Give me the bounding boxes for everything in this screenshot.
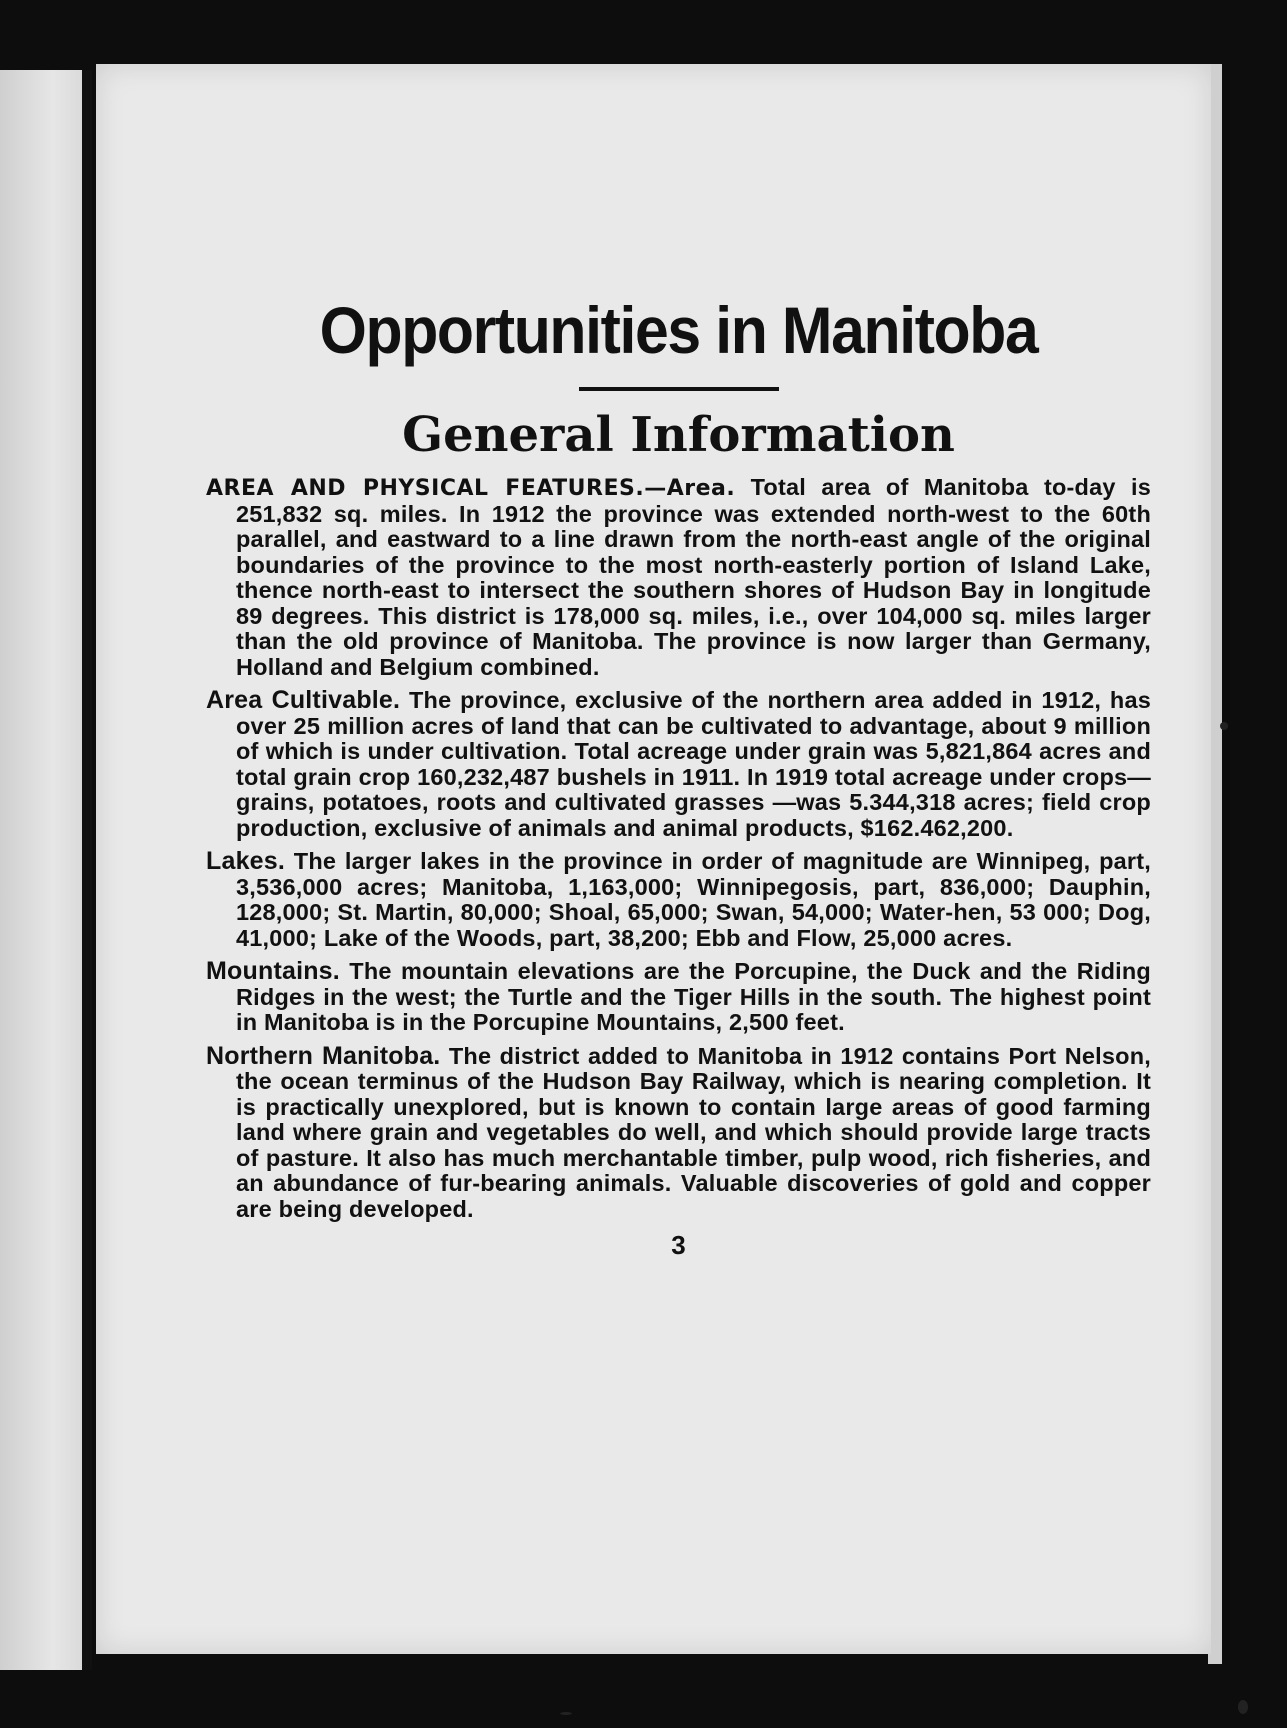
section-text: The province, exclusive of the northern area added in 1912, has over 25 million acres of land that can be cultivated to advantage, about 9 million of which is under cultivation. Total acreage under grain was 5,821,864 acres and total grain crop 160,232,487 bushels in 1911. In 1919 total acreage under crops—grains, potatoes, roots and cultivated grasses —was 5.344,318 acres; field crop production, exclusive of animals and animal products, $162.462,200. bbox=[236, 687, 1151, 841]
section-heading: Area Cultivable. bbox=[206, 686, 401, 715]
page-gutter bbox=[82, 70, 92, 1670]
section-text: Total area of Manitoba to-day is 251,832 sq. miles. In 1912 the province was extended north-west to the 60th parallel, and eastward to a line drawn from the north-east angle of the original boundaries of the province to the most north-easterly portion of Island Lake, thence north-east to intersect the southern shores of Hudson Bay in longitude 89 degrees. This district is 178,000 sq. miles, i.e., over 104,000 sq. miles larger than the old province of Manitoba. The province is now larger than Germany, Holland and Belgium combined. bbox=[236, 474, 1152, 680]
scan-speck bbox=[560, 1712, 572, 1715]
page-number: 3 bbox=[671, 1230, 686, 1261]
section-heading: Lakes. bbox=[206, 847, 286, 876]
section-text: The mountain elevations are the Porcupine, the Duck and the Riding Ridges in the west; the Turtle and the Tiger Hills in the south. The highest point in Manitoba is in the Porcupine Mountains, 2,500 feet. bbox=[236, 958, 1151, 1036]
section-text: The larger lakes in the province in order of magnitude are Winnipeg, part, 3,536,000 acres; Manitoba, 1,163,000; Winnipegosis, part, 836,000; Dauphin, 128,000; St. Martin, 80,000; Shoal, 65,000; Swan, 54,000; Water-hen, 53 000; Dog, 41,000; Lake of the Woods, part, 38,200; Ebb and Flow, 25,000 acres. bbox=[236, 848, 1151, 951]
scan-speck bbox=[1220, 722, 1228, 730]
title-rule bbox=[579, 387, 779, 391]
section-text: The district added to Manitoba in 1912 contains Port Nelson, the ocean terminus of the Hudson Bay Railway, which is nearing completion. It is practically unexplored, but is known to contain large areas of good farming land where grain and vegetables do well, and which should provide large tracts of pasture. It also has much merchantable timber, pulp wood, rich fisheries, and an abundance of fur-bearing animals. Valuable discoveries of gold and copper are being developed. bbox=[236, 1042, 1151, 1222]
section-northern-manitoba bbox=[206, 1041, 1151, 1223]
page-subtitle: General Information bbox=[402, 406, 955, 463]
section-area-physical-features bbox=[206, 475, 1151, 680]
section-heading: Northern Manitoba. bbox=[206, 1041, 441, 1070]
section-lakes bbox=[206, 849, 1151, 951]
section-mountains bbox=[206, 959, 1151, 1036]
section-area-cultivable bbox=[206, 688, 1151, 841]
page-title: Opportunities in Manitoba bbox=[319, 293, 1038, 367]
left-page-edge bbox=[0, 70, 88, 1670]
page-content bbox=[206, 224, 1151, 1261]
document-page bbox=[96, 64, 1211, 1654]
scan-speck bbox=[1238, 1700, 1248, 1714]
section-heading: AREA AND PHYSICAL FEATURES.—Area. bbox=[206, 476, 736, 502]
section-heading: Mountains. bbox=[206, 957, 340, 986]
